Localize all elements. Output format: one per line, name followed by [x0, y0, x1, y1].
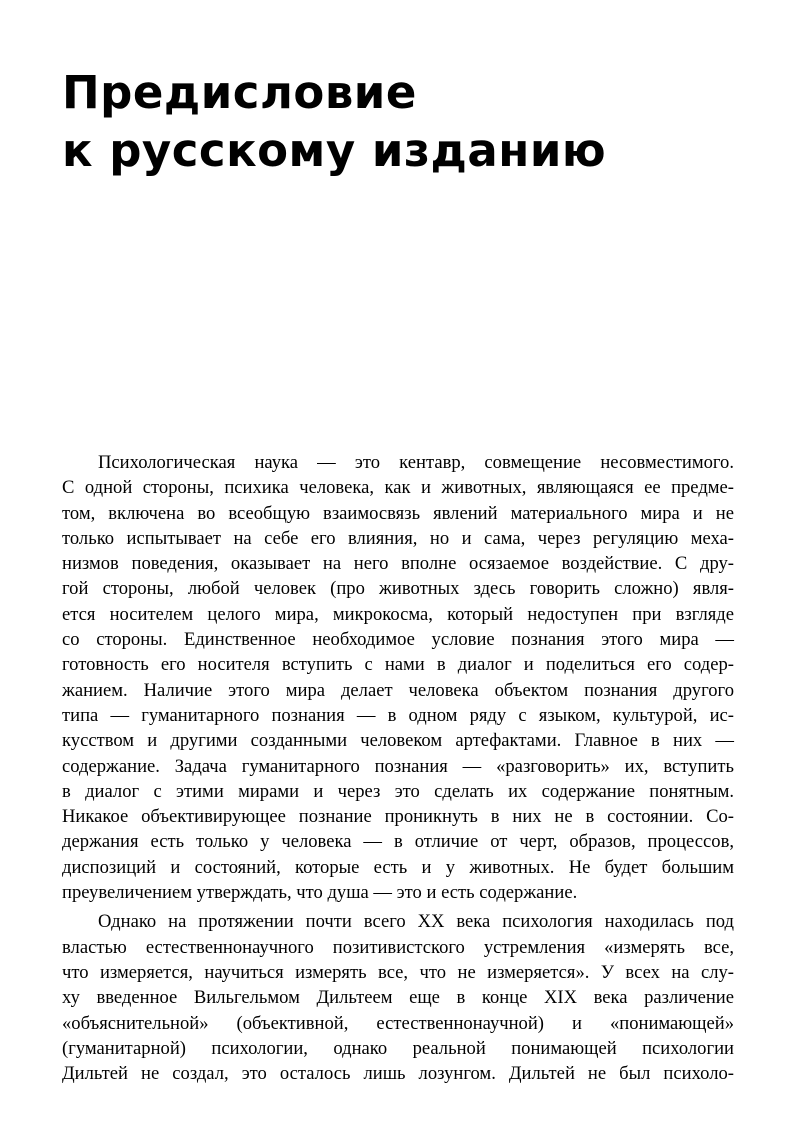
chapter-title-line-2: к русскому изданию — [62, 124, 607, 177]
chapter-title-line-1: Предисловие — [62, 66, 417, 119]
chapter-title — [62, 64, 762, 180]
text-line: «объяснительной» (объективной, естественнонаучной) и «понимающей» — [62, 1012, 734, 1034]
text-line: Никакое объективирующее познание проникнуть в них не в состоянии. Со- — [62, 806, 734, 828]
text-line: том, включена во всеобщую взаимосвязь явлений материального мира и не — [62, 502, 734, 524]
text-line: гой стороны, любой человек (про животных здесь говорить сложно) явля- — [62, 578, 734, 600]
text-line: держания есть только у человека — в отличие от черт, образов, процессов, — [62, 831, 734, 853]
text-line: Дильтей не создал, это осталось лишь лозунгом. Дильтей не был психоло- — [62, 1063, 734, 1085]
text-line: (гуманитарной) психологии, однако реальной понимающей психологии — [62, 1037, 734, 1059]
text-line: готовность его носителя вступить с нами в диалог и поделиться его содер- — [62, 654, 734, 676]
paragraph-2 — [62, 909, 734, 1086]
text-line: ется носителем целого мира, микрокосма, который недоступен при взгляде — [62, 603, 734, 625]
text-line: ху введенное Вильгельмом Дильтеем еще в конце XIX века различение — [62, 987, 734, 1009]
text-line: низмов поведения, оказывает на него вполне осязаемое воздействие. С дру- — [62, 553, 734, 575]
text-line: типа — гуманитарного познания — в одном ряду с языком, культурой, ис- — [62, 704, 734, 726]
text-line: властью естественнонаучного позитивистского устремления «измерять все, — [62, 936, 734, 958]
text-line: только испытывает на себе его влияния, но и сама, через регуляцию меха- — [62, 527, 734, 549]
body-text — [62, 450, 734, 1086]
text-line: С одной стороны, психика человека, как и животных, являющаяся ее предме- — [62, 477, 734, 499]
text-line: Однако на протяжении почти всего XX века психология находилась под — [98, 911, 734, 933]
paragraph-1 — [62, 450, 734, 905]
text-line: жанием. Наличие этого мира делает человека объектом познания другого — [62, 679, 734, 701]
text-line: преувеличением утверждать, что душа — это и есть содержание. — [62, 882, 578, 904]
text-line: со стороны. Единственное необходимое условие познания этого мира — — [62, 629, 734, 651]
text-line: что измеряется, научиться измерять все, что не измеряется». У всех на слу- — [62, 961, 734, 983]
text-line: диспозиций и состояний, которые есть и у животных. Не будет большим — [62, 856, 734, 878]
text-line: кусством и другими созданными человеком артефактами. Главное в них — — [62, 730, 734, 752]
text-line: в диалог с этими мирами и через это сделать их содержание понятным. — [62, 780, 734, 802]
text-line: содержание. Задача гуманитарного познания — «разговорить» их, вступить — [62, 755, 734, 777]
text-line: Психологическая наука — это кентавр, совмещение несовместимого. — [98, 452, 734, 473]
